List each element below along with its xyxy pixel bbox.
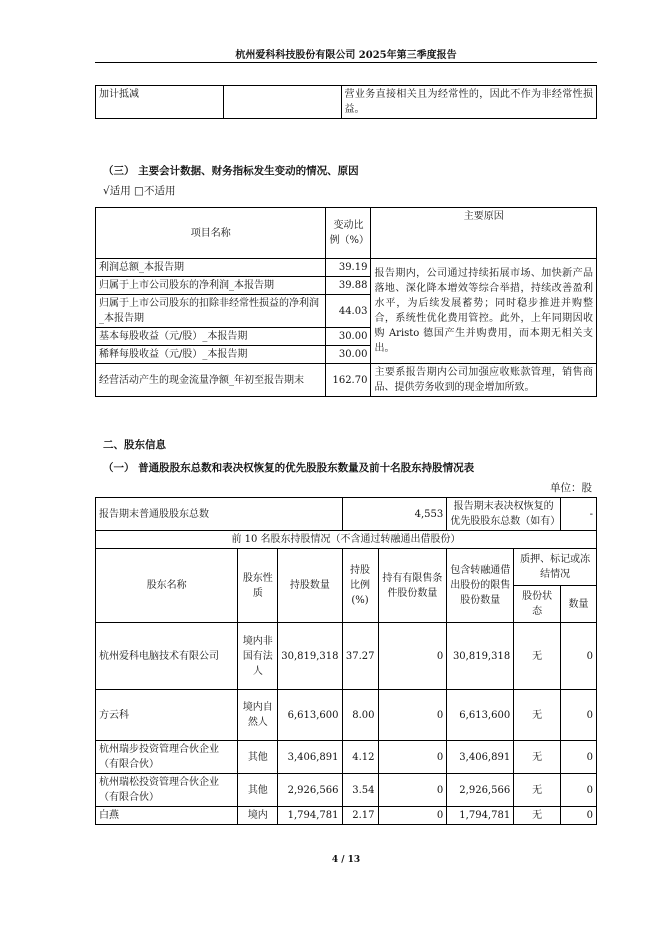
holder-status: 无 xyxy=(514,623,561,690)
holder-qty: 0 xyxy=(561,741,597,774)
change-table xyxy=(95,207,597,397)
header-restricted: 持有有限售条件股份数量 xyxy=(378,549,447,623)
header-pledge: 质押、标记或冻结情况 xyxy=(514,549,597,586)
item-cell: 基本每股收益（元/股）_本报告期 xyxy=(96,328,326,346)
table-row xyxy=(96,86,597,119)
holder-nature: 境内非国有法人 xyxy=(238,623,278,690)
holder-ratio: 37.27 xyxy=(342,623,378,690)
table-row xyxy=(96,690,597,741)
table-row xyxy=(96,807,597,825)
holder-ratio: 8.00 xyxy=(342,690,378,741)
top-col2 xyxy=(223,86,341,119)
holder-status: 无 xyxy=(514,741,561,774)
header-nature: 股东性质 xyxy=(238,549,278,623)
holder-incl-lent: 3,406,891 xyxy=(447,741,514,774)
holder-restricted: 0 xyxy=(378,807,447,825)
reason-cell-group2: 主要系报告期内公司加强应收账款管理，销售商品、提供劳务收到的现金增加所致。 xyxy=(371,364,597,397)
header-pledge-status: 股份状态 xyxy=(514,586,561,623)
ratio-cell: 162.70 xyxy=(326,364,371,397)
header-incl-lent: 包含转融通借出股份的限售股份数量 xyxy=(447,549,514,623)
holder-restricted: 0 xyxy=(378,741,447,774)
page-header-title: 杭州爱科科技股份有限公司 2025年第三季度报告 xyxy=(235,50,457,61)
header-item: 项目名称 xyxy=(96,208,326,259)
table-row xyxy=(96,623,597,690)
top-col3: 营业务直接相关且为经常性的，因此不作为非经常性损益。 xyxy=(341,86,597,119)
holder-ratio: 2.17 xyxy=(342,807,378,825)
holder-nature: 其他 xyxy=(238,741,278,774)
item-cell: 经营活动产生的现金流量净额_年初至报告期末 xyxy=(96,364,326,397)
holder-incl-lent: 2,926,566 xyxy=(447,774,514,807)
ratio-cell: 39.19 xyxy=(326,259,371,277)
section2-title: 二、股东信息 xyxy=(103,439,166,451)
holder-shares: 2,926,566 xyxy=(278,774,342,807)
holder-incl-lent: 6,613,600 xyxy=(447,690,514,741)
shareholder-table xyxy=(95,497,597,825)
holder-status: 无 xyxy=(514,774,561,807)
total-holders-label: 报告期末普通股股东总数 xyxy=(96,498,343,531)
ratio-cell: 30.00 xyxy=(326,346,371,364)
holder-restricted: 0 xyxy=(378,690,447,741)
pref-holders-value: - xyxy=(561,498,597,531)
table-header-row xyxy=(96,549,597,586)
table-row xyxy=(96,364,597,397)
table-row xyxy=(96,259,597,277)
ratio-cell: 30.00 xyxy=(326,328,371,346)
holder-restricted: 0 xyxy=(378,623,447,690)
item-cell: 归属于上市公司股东的净利润_本报告期 xyxy=(96,277,326,295)
header-name: 股东名称 xyxy=(96,549,238,623)
caption-row xyxy=(96,531,597,549)
holder-qty: 0 xyxy=(561,774,597,807)
ratio-cell: 44.03 xyxy=(326,295,371,328)
holder-name: 杭州瑞松投资管理合伙企业（有限合伙） xyxy=(96,774,238,807)
applicability-mark: √适用 □不适用 xyxy=(103,185,176,197)
item-cell: 利润总额_本报告期 xyxy=(96,259,326,277)
header-ratio: 持股比例(%) xyxy=(342,549,378,623)
holder-incl-lent: 1,794,781 xyxy=(447,807,514,825)
reason-cell-group1: 报告期内，公司通过持续拓展市场、加快新产品落地、深化降本增效等综合举措，持续改善盈利水平，为后续发展蓄势；同时稳步推进并购整合，系统性优化费用管控。此外，上年同期因收购 Aristo 德国产生并购费用，而本期无相关支出。 xyxy=(371,259,597,364)
holder-name: 杭州瑞步投资管理合伙企业（有限合伙） xyxy=(96,741,238,774)
unit-label: 单位：股 xyxy=(550,482,592,494)
header-shares: 持股数量 xyxy=(278,549,342,623)
holder-qty: 0 xyxy=(561,690,597,741)
section3-title: （三） 主要会计数据、财务指标发生变动的情况、原因 xyxy=(103,165,359,177)
holder-status: 无 xyxy=(514,690,561,741)
table-row xyxy=(96,774,597,807)
holder-status: 无 xyxy=(514,807,561,825)
holder-nature: 境内自然人 xyxy=(238,690,278,741)
holder-incl-lent: 30,819,318 xyxy=(447,623,514,690)
holder-shares: 1,794,781 xyxy=(278,807,342,825)
total-holders-value: 4,553 xyxy=(342,498,447,531)
holder-name: 方云科 xyxy=(96,690,238,741)
header-reason: 主要原因 xyxy=(371,208,597,259)
holder-qty: 0 xyxy=(561,807,597,825)
holder-nature: 境内 xyxy=(238,807,278,825)
table-header-row xyxy=(96,208,597,259)
header-pledge-qty: 数量 xyxy=(561,586,597,623)
holder-shares: 6,613,600 xyxy=(278,690,342,741)
section2-sub-title: （一） 普通股股东总数和表决权恢复的优先股股东数量及前十名股东持股情况表 xyxy=(103,462,475,474)
holder-shares: 3,406,891 xyxy=(278,741,342,774)
item-cell: 稀释每股收益（元/股）_本报告期 xyxy=(96,346,326,364)
header-ratio: 变动比例（%） xyxy=(326,208,371,259)
holder-shares: 30,819,318 xyxy=(278,623,342,690)
holder-nature: 其他 xyxy=(238,774,278,807)
holder-ratio: 4.12 xyxy=(342,741,378,774)
holder-qty: 0 xyxy=(561,623,597,690)
item-cell: 归属于上市公司股东的扣除非经常性损益的净利润_本报告期 xyxy=(96,295,326,328)
header-rule xyxy=(95,62,597,63)
continued-table xyxy=(95,85,597,119)
summary-row xyxy=(96,498,597,531)
top-col1: 加计抵减 xyxy=(96,86,224,119)
pref-holders-label: 报告期末表决权恢复的优先股股东总数（如有） xyxy=(447,498,561,531)
holder-name: 白燕 xyxy=(96,807,238,825)
table-row xyxy=(96,741,597,774)
page-number: 4 / 13 xyxy=(331,855,361,865)
holder-restricted: 0 xyxy=(378,774,447,807)
ratio-cell: 39.88 xyxy=(326,277,371,295)
holder-name: 杭州爱科电脑技术有限公司 xyxy=(96,623,238,690)
holder-ratio: 3.54 xyxy=(342,774,378,807)
top10-caption: 前 10 名股东持股情况（不含通过转融通出借股份） xyxy=(96,531,597,549)
